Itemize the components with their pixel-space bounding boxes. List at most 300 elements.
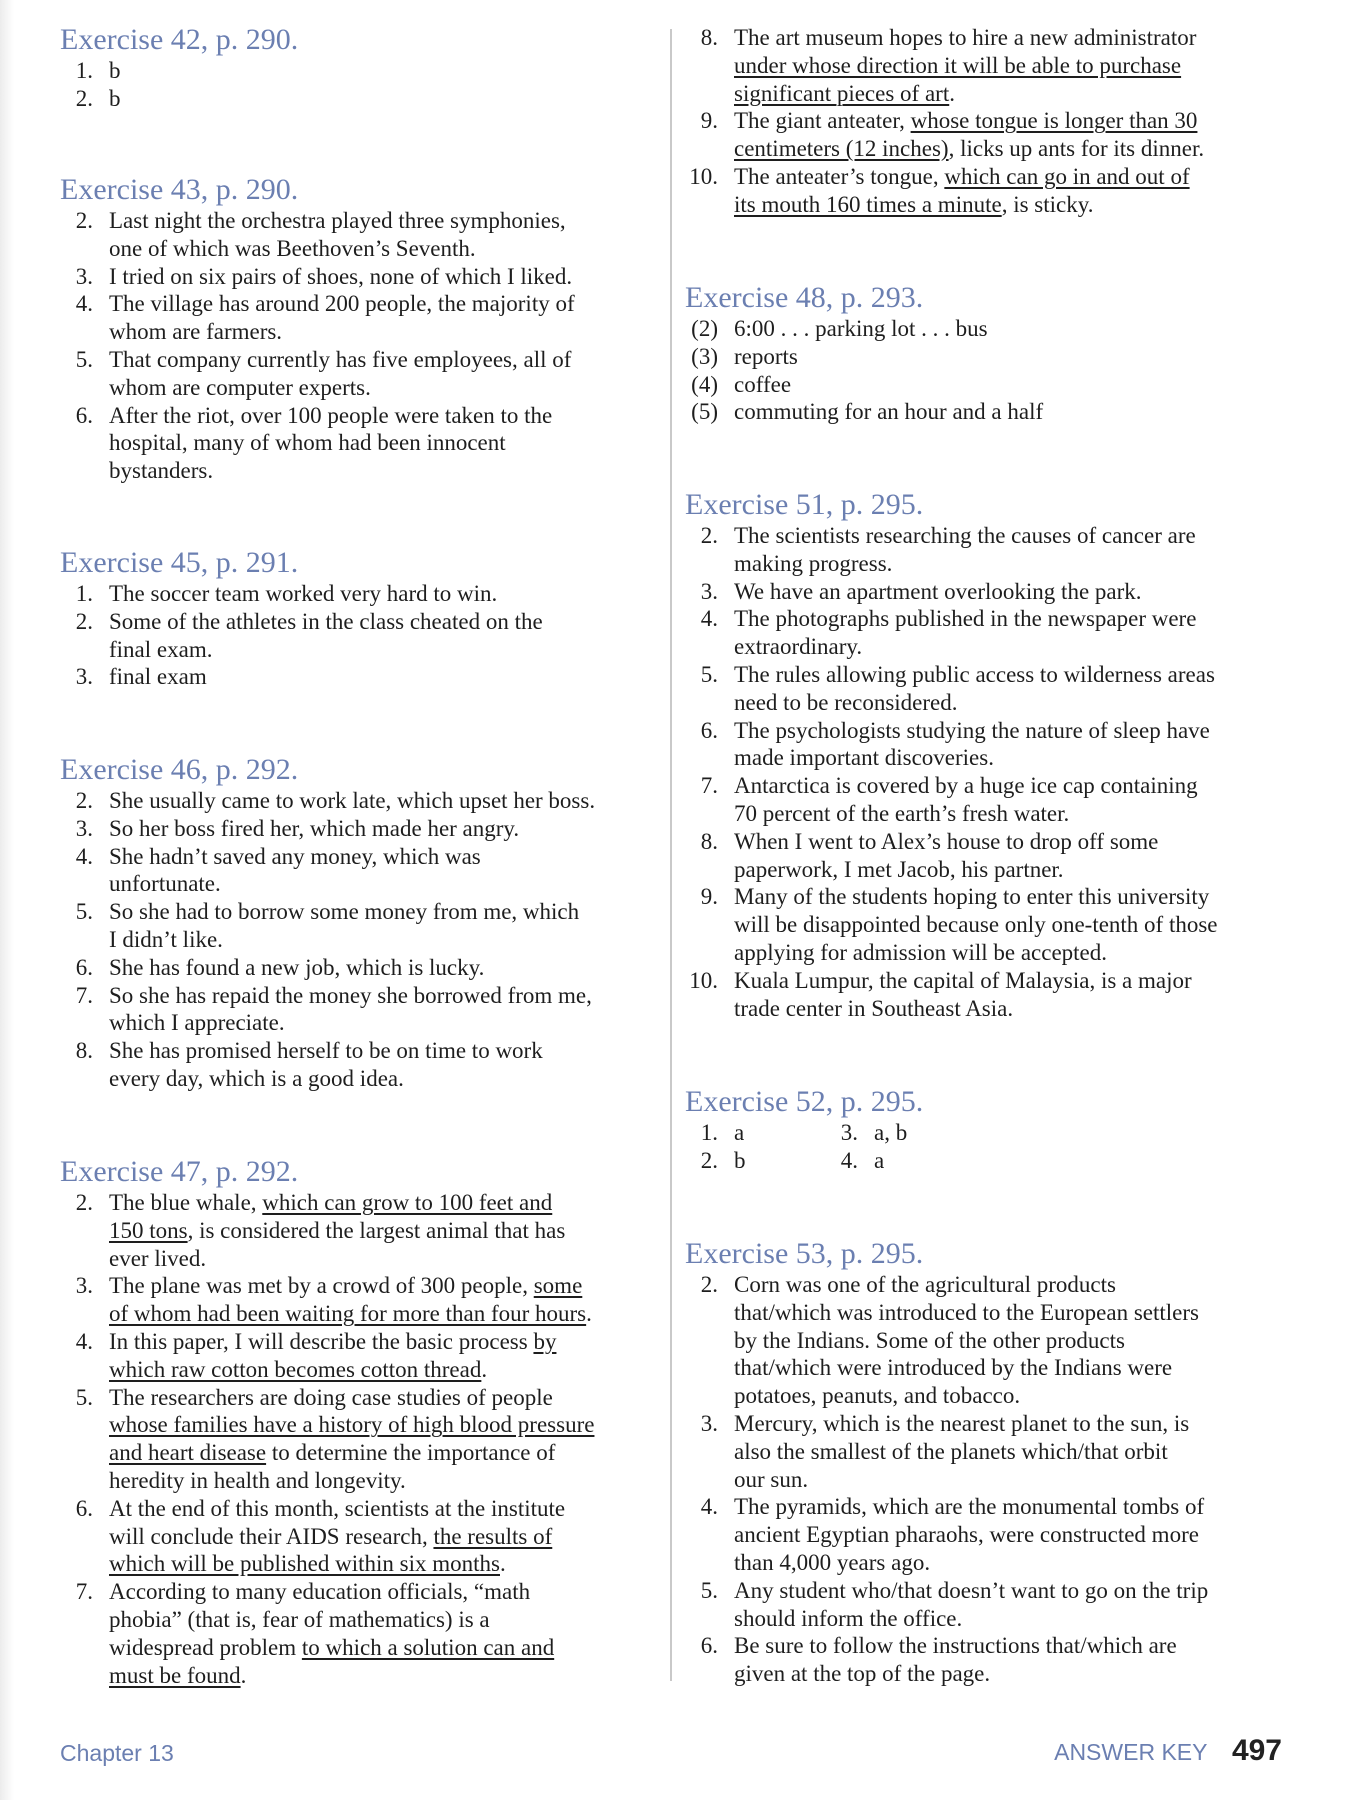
answer-text: reports [734,343,798,369]
answer-item [685,883,1218,966]
answer-line [685,939,1218,967]
item-number: 2. [700,523,718,548]
answer-text: 70 percent of the earth’s fresh water. [734,800,1070,826]
answer-line [685,522,1218,550]
answer-text: b [734,1147,746,1173]
exercise-51 [685,488,1218,1022]
answer-item [60,402,575,485]
answer-line [685,967,1218,995]
answer-item [685,1577,1208,1633]
item-number: 10. [689,967,718,993]
answer-line [60,207,575,235]
answer-item [60,843,595,899]
underlined-clause: must be found [109,1662,241,1688]
answer-text: The researchers are doing case studies of people [109,1384,553,1410]
answer-line [60,898,595,926]
answer-line [685,1438,1208,1466]
answer-line [685,1327,1208,1355]
answer-line [685,135,1204,163]
answer-item [685,343,1043,371]
answer-line [685,578,1218,606]
item-number: 3. [75,664,93,690]
answer-line [60,608,543,636]
item-number: 1. [700,1120,718,1145]
item-number: 2. [75,208,93,233]
answer-line [60,1356,594,1384]
answer-line [685,1466,1208,1494]
item-number: 6. [700,1633,718,1659]
item-number: 1. [75,581,93,606]
exercise-47 [60,1155,595,1689]
item-number: 5. [700,1577,718,1603]
item-number: 5. [75,346,93,372]
answer-text: The photographs published in the newspaper were [734,606,1197,632]
item-number: 3. [75,1273,93,1299]
answer-text: that/which were introduced by the Indians were [734,1355,1173,1381]
answer-line [60,429,575,457]
exercise-heading: Exercise 52, p. 295. [685,1085,924,1118]
answer-line [60,1495,594,1523]
answer-item [60,1578,594,1689]
underlined-clause: its mouth 160 times a minute [734,191,1002,217]
answer-text: , is sticky. [1001,191,1094,217]
underlined-clause: to which a solution can and [301,1634,555,1660]
answer-line [60,815,595,843]
answer-line [685,191,1204,219]
answer-line [685,550,1218,578]
answer-list [60,580,543,691]
answer-text: . [949,80,955,106]
answer-line [60,843,595,871]
item-number: 3. [75,815,93,841]
answer-item [685,398,1043,426]
answer-item [685,163,1204,219]
answer-list [685,1271,1208,1688]
answer-text: potatoes, peanuts, and tobacco. [734,1383,1021,1409]
exercise-heading: Exercise 42, p. 290. [60,23,299,56]
item-number: 5. [75,899,93,925]
answer-line [685,883,1218,911]
item-number: 6. [75,1495,93,1521]
answer-line [60,263,575,291]
answer-text: The anteater’s tongue, [734,163,945,189]
item-number: 7. [75,982,93,1008]
answer-line [685,1577,1208,1605]
answer-line [60,1467,594,1495]
exercise-heading: Exercise 48, p. 293. [685,281,924,314]
answer-line [685,856,1218,884]
answer-item [60,608,543,664]
answer-item [60,263,575,291]
answer-list [685,522,1218,1022]
underlined-clause: under whose direction it will be able to purchase [734,52,1182,78]
answer-text: In this paper, I will describe the basic process [109,1328,534,1354]
item-number: 3. [700,578,718,604]
answer-line [685,1299,1208,1327]
answer-key-label: ANSWER KEY [1054,1739,1208,1765]
exercise-heading: Exercise 43, p. 290. [60,173,299,206]
exercise-heading: Exercise 46, p. 292. [60,753,299,786]
answer-item [60,954,595,982]
answer-list [60,1189,594,1689]
exercise-heading: Exercise 47, p. 292. [60,1155,299,1188]
answer-text: Be sure to follow the instructions that/which are [734,1633,1177,1659]
answer-text: Last night the orchestra played three symphonies, [109,208,566,233]
answer-line [685,633,1218,661]
answer-line [685,1410,1208,1438]
answer-list [60,787,595,1093]
answer-text: every day, which is a good idea. [109,1065,404,1091]
answer-list [685,1119,965,1175]
answer-line [60,457,575,485]
answer-line [685,398,1043,426]
answer-text: made important discoveries. [734,745,994,771]
item-number: 2. [75,788,93,813]
answer-line [685,689,1218,717]
answer-text: whom are computer experts. [109,374,371,400]
answer-line [60,1328,594,1356]
answer-text: . [500,1551,506,1577]
answer-item [60,815,595,843]
exercise-53 [685,1237,1209,1688]
answer-line [60,1578,594,1606]
underlined-clause: 150 tons [109,1217,188,1243]
answer-text: given at the top of the page. [734,1661,991,1687]
answer-item [60,57,298,85]
answer-line [685,1521,1208,1549]
answer-line [60,1550,594,1578]
underlined-clause: which raw cotton becomes cotton thread [109,1356,482,1382]
item-number: 2. [700,1147,718,1173]
answer-text: than 4,000 years ago. [734,1549,931,1575]
answer-line [685,163,1204,191]
item-number: 2. [75,1190,93,1215]
answer-text: The village has around 200 people, the majority of [109,291,575,317]
answer-line [60,663,543,691]
answer-text: coffee [734,371,792,397]
answer-text: , is considered the largest animal that has [187,1217,566,1243]
answer-line [685,24,1204,52]
answer-item [685,1271,1208,1410]
answer-text: , licks up ants for its dinner. [948,136,1205,162]
item-number: 2. [700,1272,718,1297]
answer-item [60,207,575,263]
answer-line [60,1189,594,1217]
answer-text: should inform the office. [734,1605,963,1631]
answer-item [60,1272,594,1328]
answer-line [60,1037,595,1065]
answer-line [685,315,1043,343]
answer-item [825,1119,965,1147]
answer-item [825,1147,965,1175]
answer-text: Corn was one of the agricultural products [734,1272,1116,1297]
answer-item [60,898,595,954]
item-number: 3. [75,263,93,289]
exercise-42 [60,23,299,113]
answer-text: a, b [874,1120,908,1145]
answer-line [60,580,543,608]
answer-item [685,371,1043,399]
answer-item [60,1189,594,1272]
answer-line [685,371,1043,399]
answer-line [60,1245,594,1273]
answer-text: The rules allowing public access to wilderness areas [734,661,1215,687]
item-number: (5) [691,399,718,425]
answer-text: She has found a new job, which is lucky. [109,954,485,980]
answer-text: a [874,1147,885,1173]
answer-line [60,1634,594,1662]
exercise-48 [685,281,1044,426]
answer-text: We have an apartment overlooking the park. [734,578,1142,604]
answer-text: After the riot, over 100 people were taken to the [109,402,553,428]
answer-list [685,315,1043,426]
answer-item [685,772,1218,828]
chapter-label: Chapter 13 [60,1740,174,1766]
answer-text: ancient Egyptian pharaohs, were constructed more [734,1522,1199,1548]
answer-text: The pyramids, which are the monumental tombs of [734,1494,1205,1520]
answer-text: one of which was Beethoven’s Seventh. [109,235,476,261]
answer-text: widespread problem [109,1634,302,1660]
answer-line [60,1662,594,1690]
item-number: 3. [700,1410,718,1436]
underlined-clause: which can grow to 100 feet and [262,1190,553,1215]
answer-text: She hadn’t saved any money, which was [109,843,481,869]
answer-line [60,1009,595,1037]
answer-text: unfortunate. [109,871,221,897]
item-number: 3. [840,1120,858,1145]
exercise-43 [60,173,575,485]
answer-text: final exam. [109,636,213,662]
answer-line [60,290,575,318]
item-number: 7. [75,1579,93,1605]
answer-text: by the Indians. Some of the other products [734,1327,1125,1353]
answer-text: . [586,1301,592,1327]
answer-list [60,57,298,113]
answer-text: At the end of this month, scientists at the institute [109,1495,566,1521]
answer-text: . [481,1356,488,1382]
underlined-clause: the results of [433,1523,553,1549]
answer-text: b [109,58,121,83]
answer-item [685,661,1218,717]
item-number: 8. [700,828,718,854]
underlined-clause: centimeters (12 inches) [734,136,949,162]
underlined-clause: which will be published within six months [109,1551,500,1577]
answer-item [685,967,1218,1023]
item-number: 6. [700,717,718,743]
answer-text: final exam [109,664,207,690]
item-number: 6. [75,954,93,980]
answer-line [685,1605,1208,1633]
item-number: 4. [840,1147,858,1173]
answer-text: According to many education officials, “math [109,1579,531,1605]
answer-line [685,911,1218,939]
answer-line [685,1354,1208,1382]
answer-item [60,580,543,608]
answer-text: paperwork, I met Jacob, his partner. [734,856,1064,882]
item-number: 8. [700,25,718,50]
answer-list [60,207,575,485]
item-number: 4. [75,291,93,317]
answer-text: ever lived. [109,1245,207,1271]
answer-item [685,1493,1208,1576]
item-number: 10. [689,163,718,189]
answer-item [60,1328,594,1384]
answer-line [685,1632,1208,1660]
answer-line [60,926,595,954]
exercise-52 [685,1085,965,1175]
exercise-45 [60,546,543,691]
answer-text: The art museum hopes to hire a new administrator [734,25,1197,50]
underlined-clause: whose tongue is longer than 30 [910,108,1198,134]
page-number: 497 [1231,1734,1282,1767]
item-number: 8. [75,1038,93,1064]
answer-item [685,1119,825,1147]
answer-line [685,343,1043,371]
underlined-clause: and heart disease [109,1440,267,1466]
answer-text: phobia” (that is, fear of mathematics) is a [109,1606,490,1632]
answer-line [60,787,595,815]
answer-text: The blue whale, [109,1190,263,1215]
answer-text: hospital, many of whom had been innocent [109,430,506,456]
answer-text: applying for admission will be accepted. [734,939,1108,965]
answer-text: I tried on six pairs of shoes, none of which I liked. [109,263,573,289]
answer-item [60,1037,595,1093]
answer-item [685,717,1218,773]
answer-line [60,954,595,982]
answer-line [60,346,575,374]
answer-line [60,1523,594,1551]
answer-text: Antarctica is covered by a huge ice cap containing [734,773,1198,799]
answer-text: extraordinary. [734,634,863,660]
answer-item [685,605,1218,661]
answer-text: That company currently has five employees, all of [109,346,572,372]
item-number: 5. [700,661,718,687]
underlined-clause: which can go in and out of [944,163,1190,189]
answer-line [60,1300,594,1328]
answer-line [60,57,298,85]
answer-line [685,80,1204,108]
answer-line [685,1271,1208,1299]
exercise-heading: Exercise 53, p. 295. [685,1237,924,1270]
answer-line [60,1384,594,1412]
answer-text: Kuala Lumpur, the capital of Malaysia, is a major [734,967,1192,993]
answer-line [60,870,595,898]
item-number: 9. [700,108,718,134]
answer-item [60,982,595,1038]
answer-text: trade center in Southeast Asia. [734,995,1014,1021]
answer-line [60,1272,594,1300]
answer-line [685,52,1204,80]
answer-item [60,346,575,402]
answer-line [60,374,575,402]
item-number: 2. [75,608,93,634]
answer-line [685,772,1218,800]
answer-text: Mercury, which is the nearest planet to the sun, is [734,1410,1190,1436]
exercise-47-continued [685,24,1204,219]
answer-line [685,661,1218,689]
exercise-heading: Exercise 45, p. 291. [60,546,299,579]
item-number: 2. [75,85,93,111]
item-number: 9. [700,884,718,910]
item-number: (3) [691,343,718,369]
answer-text: I didn’t like. [109,926,223,952]
answer-item [685,828,1218,884]
answer-line [60,318,575,346]
answer-item [685,315,1043,343]
answer-line [60,235,575,263]
answer-line [60,402,575,430]
answer-text: So she has repaid the money she borrowed from me, [109,982,592,1008]
item-number: (4) [691,371,718,397]
answer-text: She usually came to work late, which upset her boss. [109,788,596,813]
answer-item [685,578,1218,606]
answer-line [685,800,1218,828]
item-number: 7. [700,773,718,799]
item-number: 4. [700,606,718,632]
answer-line [685,605,1218,633]
page-edge-shadow [0,0,14,1800]
answer-text: So her boss fired her, which made her angry. [109,815,520,841]
answer-item [60,1495,594,1578]
answer-text: need to be reconsidered. [734,689,958,715]
underlined-clause: of whom had been waiting for more than four hours [109,1301,587,1327]
answer-text: also the smallest of the planets which/that orbit [734,1438,1168,1464]
answer-line [60,982,595,1010]
answer-text: which I appreciate. [109,1010,285,1036]
item-number: 1. [75,58,93,83]
answer-item [685,107,1204,163]
answer-text: The psychologists studying the nature of sleep have [734,717,1210,743]
answer-item [60,1384,594,1495]
item-number: 4. [75,843,93,869]
answer-text: So she had to borrow some money from me, which [109,899,580,925]
answer-text: commuting for an hour and a half [734,399,1044,425]
answer-item [60,290,575,346]
answer-text: will be disappointed because only one-tenth of those [734,912,1218,938]
answer-line [685,1382,1208,1410]
item-number: 6. [75,402,93,428]
underlined-clause: some [533,1273,583,1299]
answer-item [685,1410,1208,1493]
answer-line [60,1439,594,1467]
item-number: 4. [75,1328,93,1354]
answer-line [60,85,298,113]
answer-text: When I went to Alex’s house to drop off some [734,828,1159,854]
answer-text: a [734,1120,745,1145]
answer-item [685,522,1218,578]
answer-text: The soccer team worked very hard to win. [109,581,498,606]
answer-line [685,828,1218,856]
underlined-clause: significant pieces of art [734,80,950,106]
answer-item [60,787,595,815]
answer-line [685,995,1218,1023]
answer-text: to determine the importance of [266,1440,556,1466]
answer-line [685,717,1218,745]
answer-text: The plane was met by a crowd of 300 people, [109,1273,534,1299]
answer-text: She has promised herself to be on time to work [109,1038,543,1064]
answer-line [60,1065,595,1093]
exercise-heading: Exercise 51, p. 295. [685,488,924,521]
answer-item [60,85,298,113]
answer-line [685,744,1218,772]
item-number: (2) [691,316,718,341]
answer-text: our sun. [734,1466,809,1492]
answer-line [60,636,543,664]
answer-text: heredity in health and longevity. [109,1467,406,1493]
answer-text: The giant anteater, [734,108,911,134]
answer-text: that/which was introduced to the European settlers [734,1299,1199,1325]
answer-text: making progress. [734,550,893,576]
